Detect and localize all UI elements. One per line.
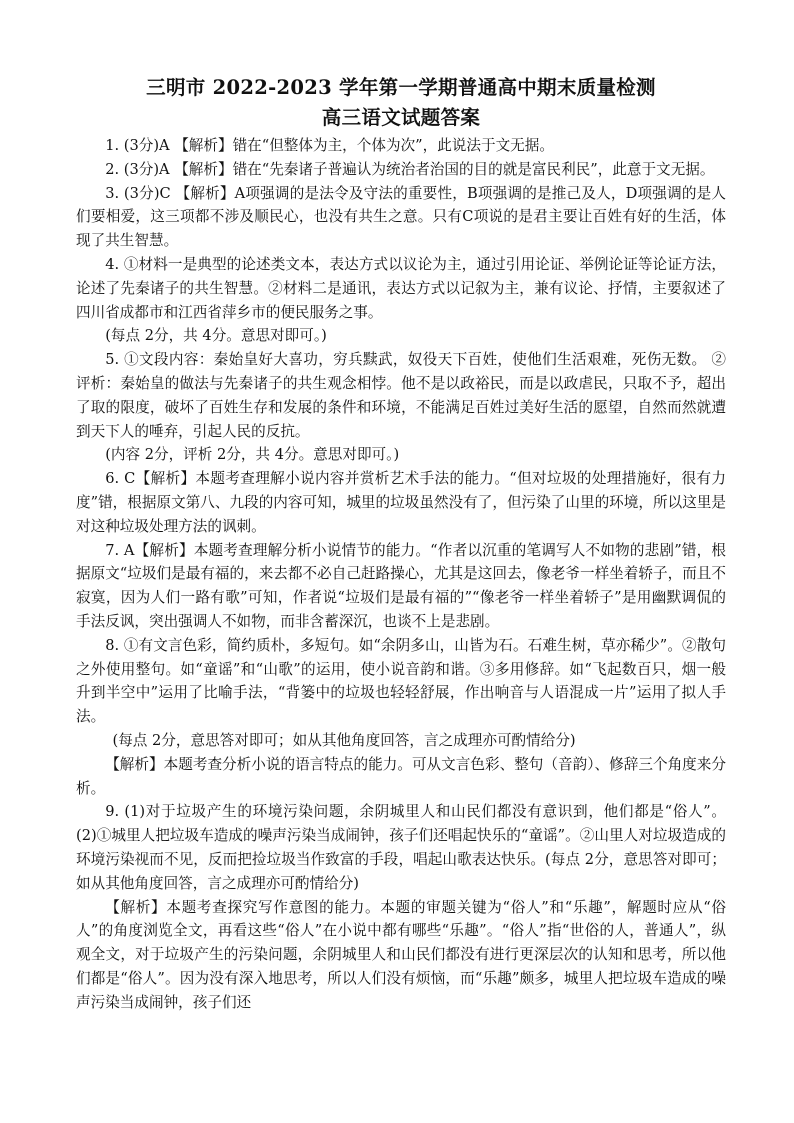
answer-body [76, 134, 726, 1014]
answer-q9: 9. (1)对于垃圾产生的环境污染问题，余阴城里人和山民们都没有意识到，他们都是“俗人”。(2)①城里人把垃圾车造成的噪声污染当成闹钟，孩子们还唱起快乐的“童谣”。②山里人对垃圾造成的环境污染视而不见，反而把捡垃圾当作致富的手段，唱起山歌表达快乐。(每点 2分，意思答对即可；如从其他角度回答，言之成理亦可酌情给分) [76, 803, 726, 892]
analysis-q8: 【解析】本题考查分析小说的语言特点的能力。可从文言色彩、整句（音韵）、修辞三个角度来分析。 [76, 755, 726, 797]
answer-q1: 1. (3分)A 【解析】错在“但整体为主，个体为次”，此说法于文无据。 [105, 137, 554, 154]
analysis-q9: 【解析】本题考查探究写作意图的能力。本题的审题关键为“俗人”和“乐趣”，解题时应从“俗人”的角度浏览全文，再看这些“俗人”在小说中都有哪些“乐趣”。“俗人”指“世俗的人，普通人”，纵观全文，对于垃圾产生的污染问题，余阴城里人和山民们都没有进行更深层次的认知和思考，所以他们都是“俗人”。因为没有深入地思考，所以人们没有烦恼，而“乐趣”颇多，城里人把垃圾车造成的噪声污染当成闹钟，孩子们还 [76, 898, 726, 1011]
answer-q6: 6. C【解析】本题考查理解小说内容并赏析艺术手法的能力。“但对垃圾的处理措施好，很有力度”错，根据原文第八、九段的内容可知，城里的垃圾虽然没有了，但污染了山里的环境，所以这里是对这种垃圾处理方法的讽刺。 [76, 470, 726, 535]
answer-q3: 3. (3分)C 【解析】A项强调的是法令及守法的重要性，B项强调的是推己及人，D项强调的是人们要相爱，这三项都不涉及顺民心，也没有共生之意。只有C项说的是君主要让百姓有好的生活，体现了共生智慧。 [76, 184, 726, 250]
scoring-note-q4: (每点 2分，共 4分。意思对即可。) [105, 327, 327, 345]
answer-q4: 4. ①材料一是典型的论述类文本，表达方式以议论为主，通过引用论证、举例论证等论证方法，论述了先秦诸子的共生智慧。②材料二是通讯，表达方式以记叙为主，兼有议论、抒情，主要叙述了四川省成都市和江西省萍乡市的便民服务之事。 [76, 255, 726, 321]
answer-q5: 5. ①文段内容：秦始皇好大喜功，穷兵黩武，奴役天下百姓，使他们生活艰难，死伤无数。 ②评析：秦始皇的做法与先秦诸子的共生观念相悖。他不是以政裕民，而是以政虐民，只取不予，超出了取的限度，破坏了百姓生存和发展的条件和环境，不能满足百姓过美好生活的愿望，自然而然就遭到天下人的唾弃，引起人民的反抗。 [76, 351, 726, 440]
answer-subtitle: 高三语文试题答案 [321, 106, 481, 129]
answer-q7: 7. A【解析】本题考查理解分析小说情节的能力。“作者以沉重的笔调写人不如物的悲剧”错，根据原文“垃圾们是最有福的，来去都不必自己赶路操心，尤其是这回去，像老爷一样坐着轿子，而且不寂寞，因为人们一路有歌”可知，作者说“垃圾们是最有福的”“像老爷一样坐着轿子”是用幽默调侃的手法反讽，突出强调人不如物，而非含蓄深沉，也谈不上是悲剧。 [76, 541, 726, 630]
exam-title: 三明市 2022-2023 学年第一学期普通高中期末质量检测 [146, 76, 656, 99]
answer-q8: 8. ①有文言色彩，简约质朴，多短句。如“余阴多山，山皆为石。石难生树，草亦稀少”。②散句之外使用整句。如“童谣”和“山歌”的运用，使小说音韵和谐。③多用修辞。如“飞起数百只，烟一般升到半空中”运用了比喻手法，“背篓中的垃圾也轻轻舒展，作出响音与人语混成一片”运用了拟人手法。 [76, 636, 726, 726]
scoring-note-q8: (每点 2分，意思答对即可；如从其他角度回答，言之成理亦可酌情给分) [112, 731, 576, 749]
answer-q2: 2. (3分)A 【解析】错在“先秦诸子普遍认为统治者治国的目的就是富民利民”，此意于文无据。 [105, 160, 715, 178]
scoring-note-q5: (内容 2分，评析 2分，共 4分。意思对即可。) [105, 446, 400, 464]
